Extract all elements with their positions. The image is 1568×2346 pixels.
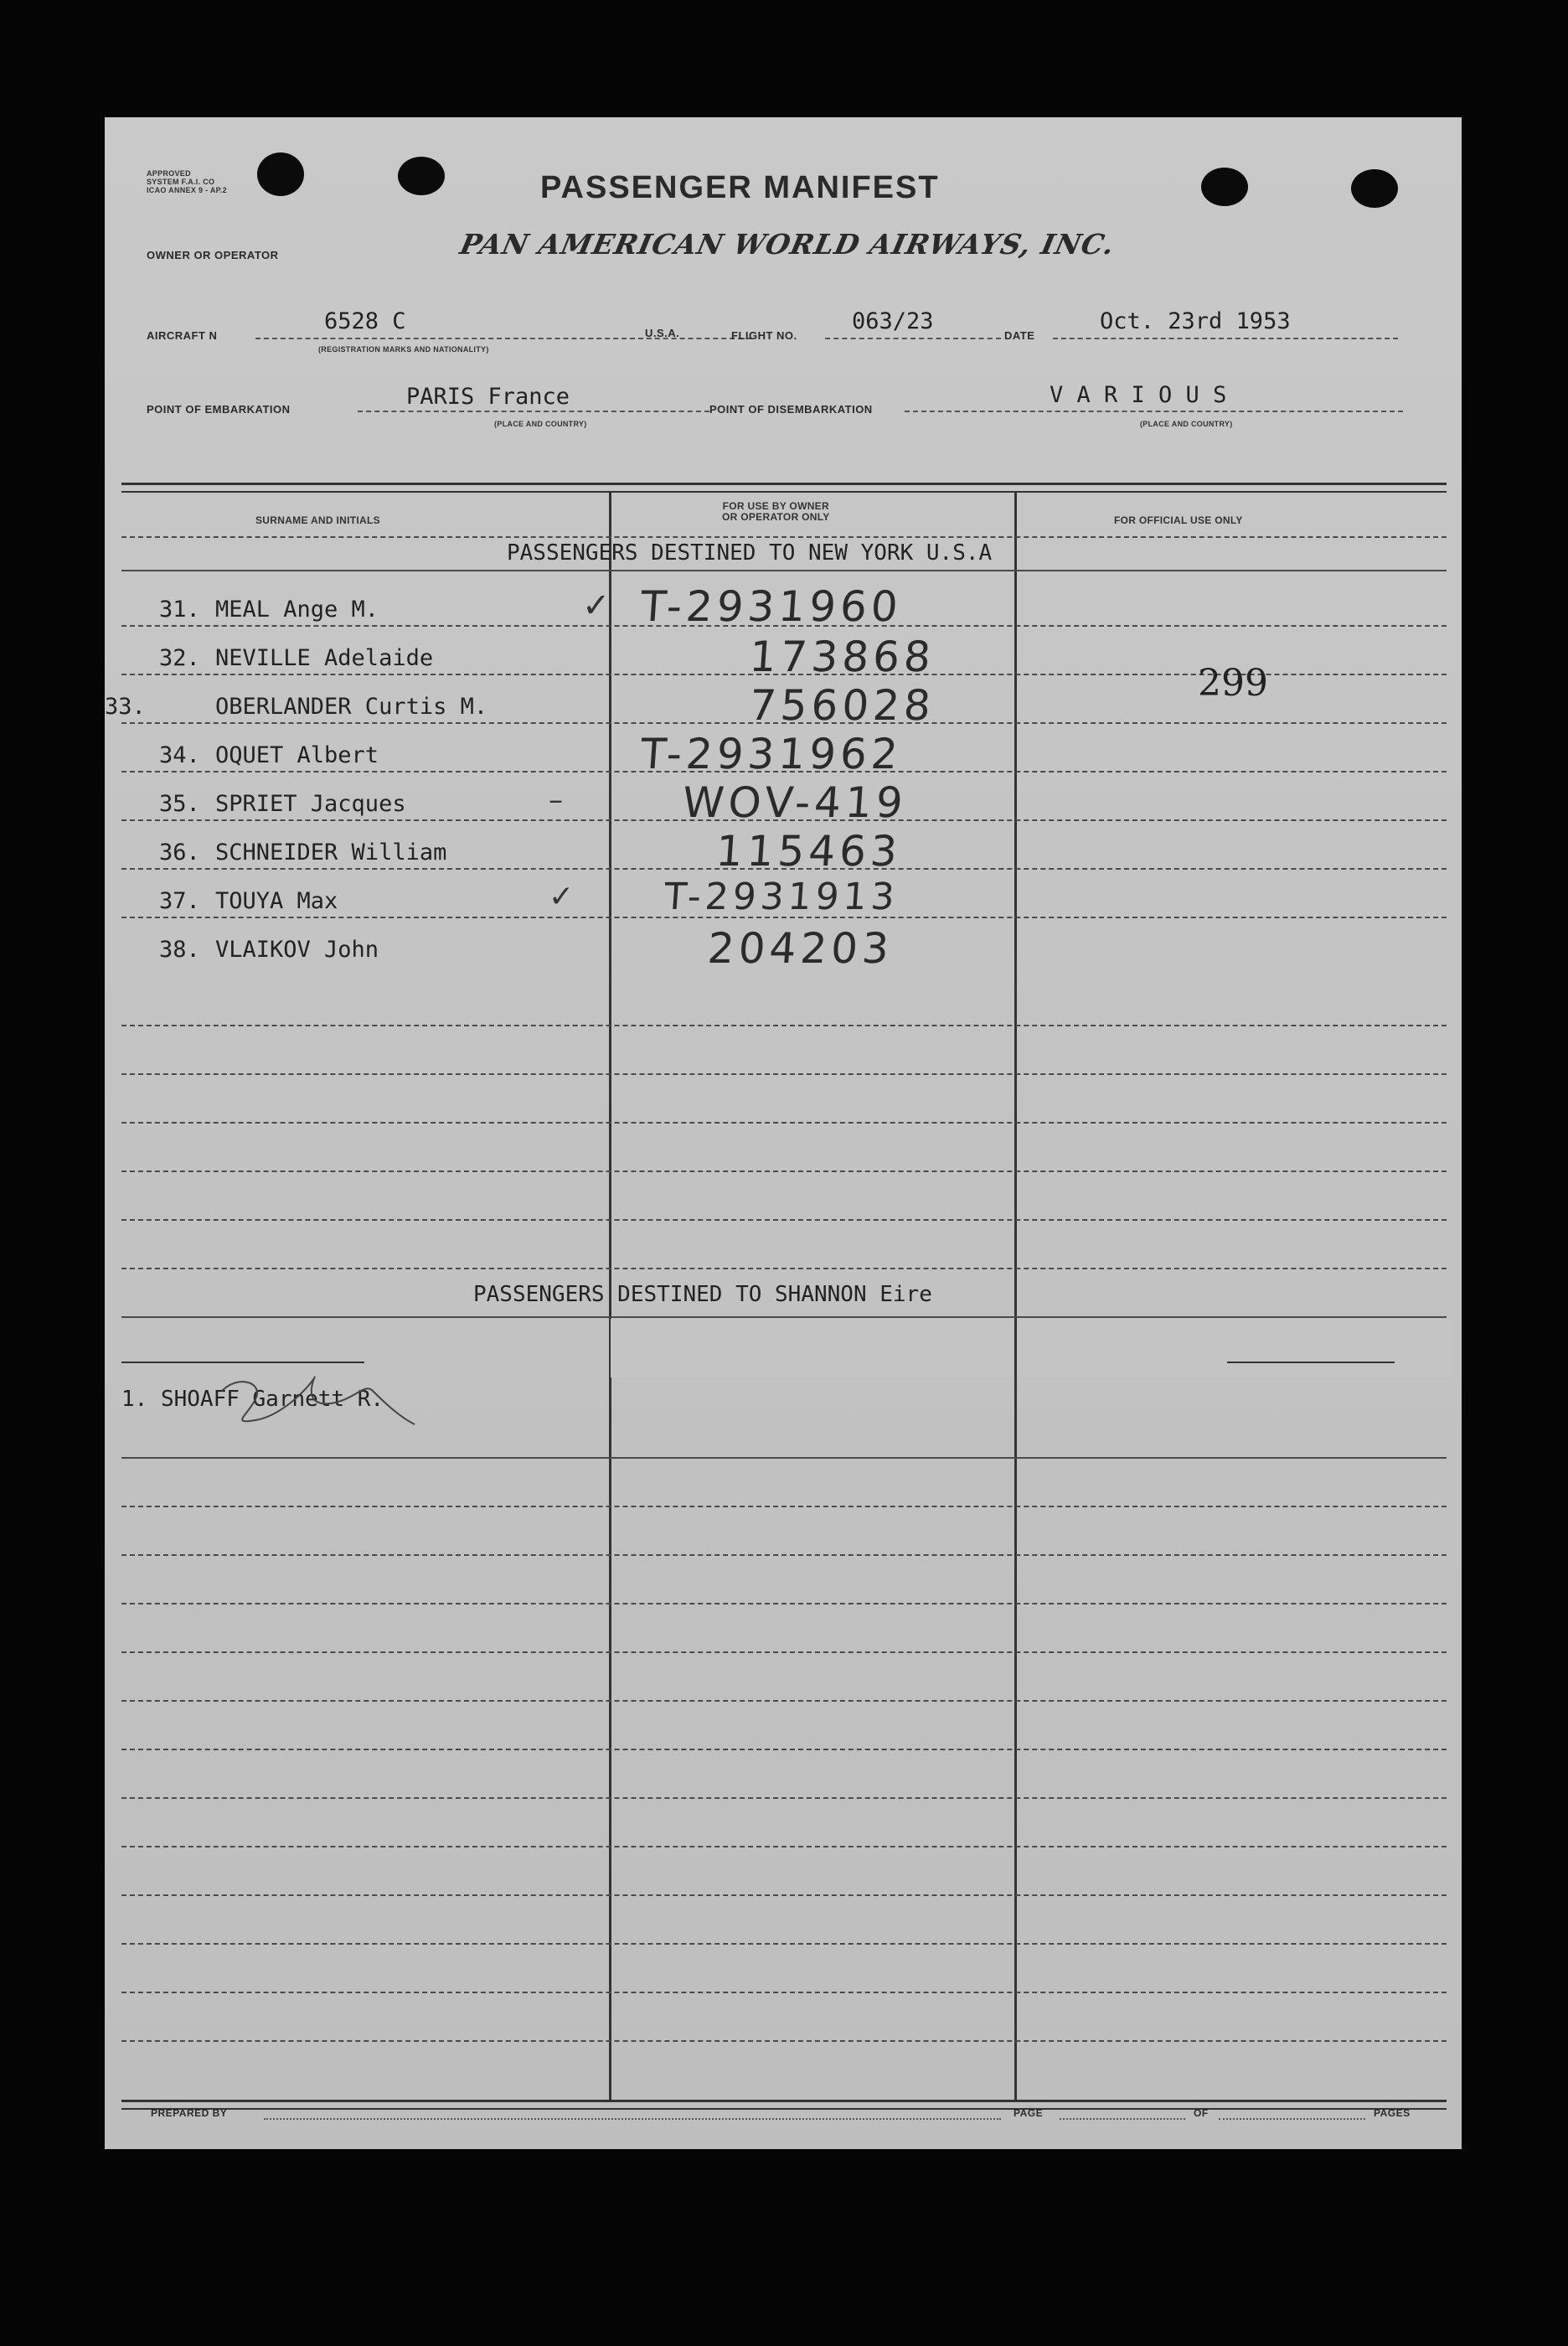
handwritten-signature bbox=[205, 1366, 423, 1441]
document-number: 173868 bbox=[747, 633, 936, 681]
pages-label: PAGES bbox=[1374, 2107, 1411, 2119]
manifest-sheet bbox=[105, 117, 1462, 2149]
punch-hole bbox=[1351, 169, 1398, 208]
document-number: WOV-419 bbox=[680, 778, 909, 827]
passenger-name: MEAL Ange M. bbox=[215, 597, 379, 623]
form-title: PASSENGER MANIFEST bbox=[540, 170, 940, 205]
passenger-number: 37. bbox=[159, 888, 200, 914]
document-number: T-2931913 bbox=[663, 876, 900, 918]
document-number: 756028 bbox=[747, 681, 936, 730]
page-label: PAGE bbox=[1014, 2107, 1044, 2119]
disembark-value: V A R I O U S bbox=[1050, 382, 1227, 408]
passenger-name: OQUET Albert bbox=[215, 742, 379, 768]
aircraft-label: AIRCRAFT N bbox=[147, 329, 218, 342]
col-surname-header: SURNAME AND INITIALS bbox=[255, 514, 380, 526]
registration-caption: (REGISTRATION MARKS AND NATIONALITY) bbox=[318, 345, 489, 354]
col-owner-header: FOR USE BY OWNER OR OPERATOR ONLY bbox=[722, 500, 830, 523]
of-label: OF bbox=[1194, 2107, 1209, 2119]
disembark-caption: (PLACE AND COUNTRY) bbox=[1140, 420, 1233, 428]
disembark-label: POINT OF DISEMBARKATION bbox=[709, 403, 873, 416]
document-number: 115463 bbox=[714, 827, 903, 876]
passenger-name: OBERLANDER Curtis M. bbox=[215, 694, 488, 720]
date-label: DATE bbox=[1004, 329, 1035, 342]
passenger-number: 36. bbox=[159, 840, 200, 866]
check-mark: ✓ bbox=[549, 880, 575, 914]
col-official-header: FOR OFFICIAL USE ONLY bbox=[1114, 514, 1243, 526]
owner-label: OWNER OR OPERATOR bbox=[147, 249, 279, 261]
passenger-name: NEVILLE Adelaide bbox=[215, 645, 434, 671]
passenger-name: SCHNEIDER William bbox=[215, 840, 447, 866]
aircraft-value: 6528 C bbox=[324, 308, 406, 334]
check-mark: – bbox=[549, 783, 563, 817]
passenger-entry: 1. SHOAFF Garnett R. bbox=[121, 1387, 384, 1412]
flight-value: 063/23 bbox=[852, 308, 934, 334]
punch-hole bbox=[257, 152, 304, 196]
prepared-by-label: PREPARED BY bbox=[151, 2107, 228, 2119]
passenger-number: 31. bbox=[159, 597, 200, 623]
operator-name: PAN AMERICAN WORLD AIRWAYS, INC. bbox=[456, 228, 1118, 261]
passenger-name: VLAIKOV John bbox=[215, 937, 379, 963]
embark-caption: (PLACE AND COUNTRY) bbox=[494, 420, 587, 428]
passenger-number: 34. bbox=[159, 742, 200, 768]
official-number: 299 bbox=[1198, 662, 1268, 705]
punch-hole bbox=[1201, 168, 1248, 206]
flight-label: FLIGHT NO. bbox=[731, 329, 797, 342]
approval-stamp: APPROVED SYSTEM F.A.I. CO ICAO ANNEX 9 - AP.2 bbox=[147, 169, 227, 194]
punch-hole bbox=[398, 157, 445, 195]
section-heading-shannon: PASSENGERS DESTINED TO SHANNON Eire bbox=[473, 1282, 932, 1307]
passenger-number: 38. bbox=[159, 937, 200, 963]
embark-value: PARIS France bbox=[406, 384, 570, 410]
check-mark: ✓ bbox=[582, 586, 611, 625]
date-value: Oct. 23rd 1953 bbox=[1100, 308, 1291, 334]
passenger-name: TOUYA Max bbox=[215, 888, 338, 914]
passenger-number: 35. bbox=[159, 791, 200, 817]
document-number: T-2931960 bbox=[638, 582, 904, 631]
usa-label: U.S.A. bbox=[645, 327, 680, 339]
embark-label: POINT OF EMBARKATION bbox=[147, 403, 291, 416]
passenger-number: 33. bbox=[105, 694, 146, 720]
document-number: T-2931962 bbox=[638, 730, 904, 778]
document-number: 204203 bbox=[705, 924, 895, 973]
passenger-number: 32. bbox=[159, 645, 200, 671]
section-heading-new-york: PASSENGERS DESTINED TO NEW YORK U.S.A bbox=[507, 540, 993, 566]
passenger-name: SPRIET Jacques bbox=[215, 791, 406, 817]
